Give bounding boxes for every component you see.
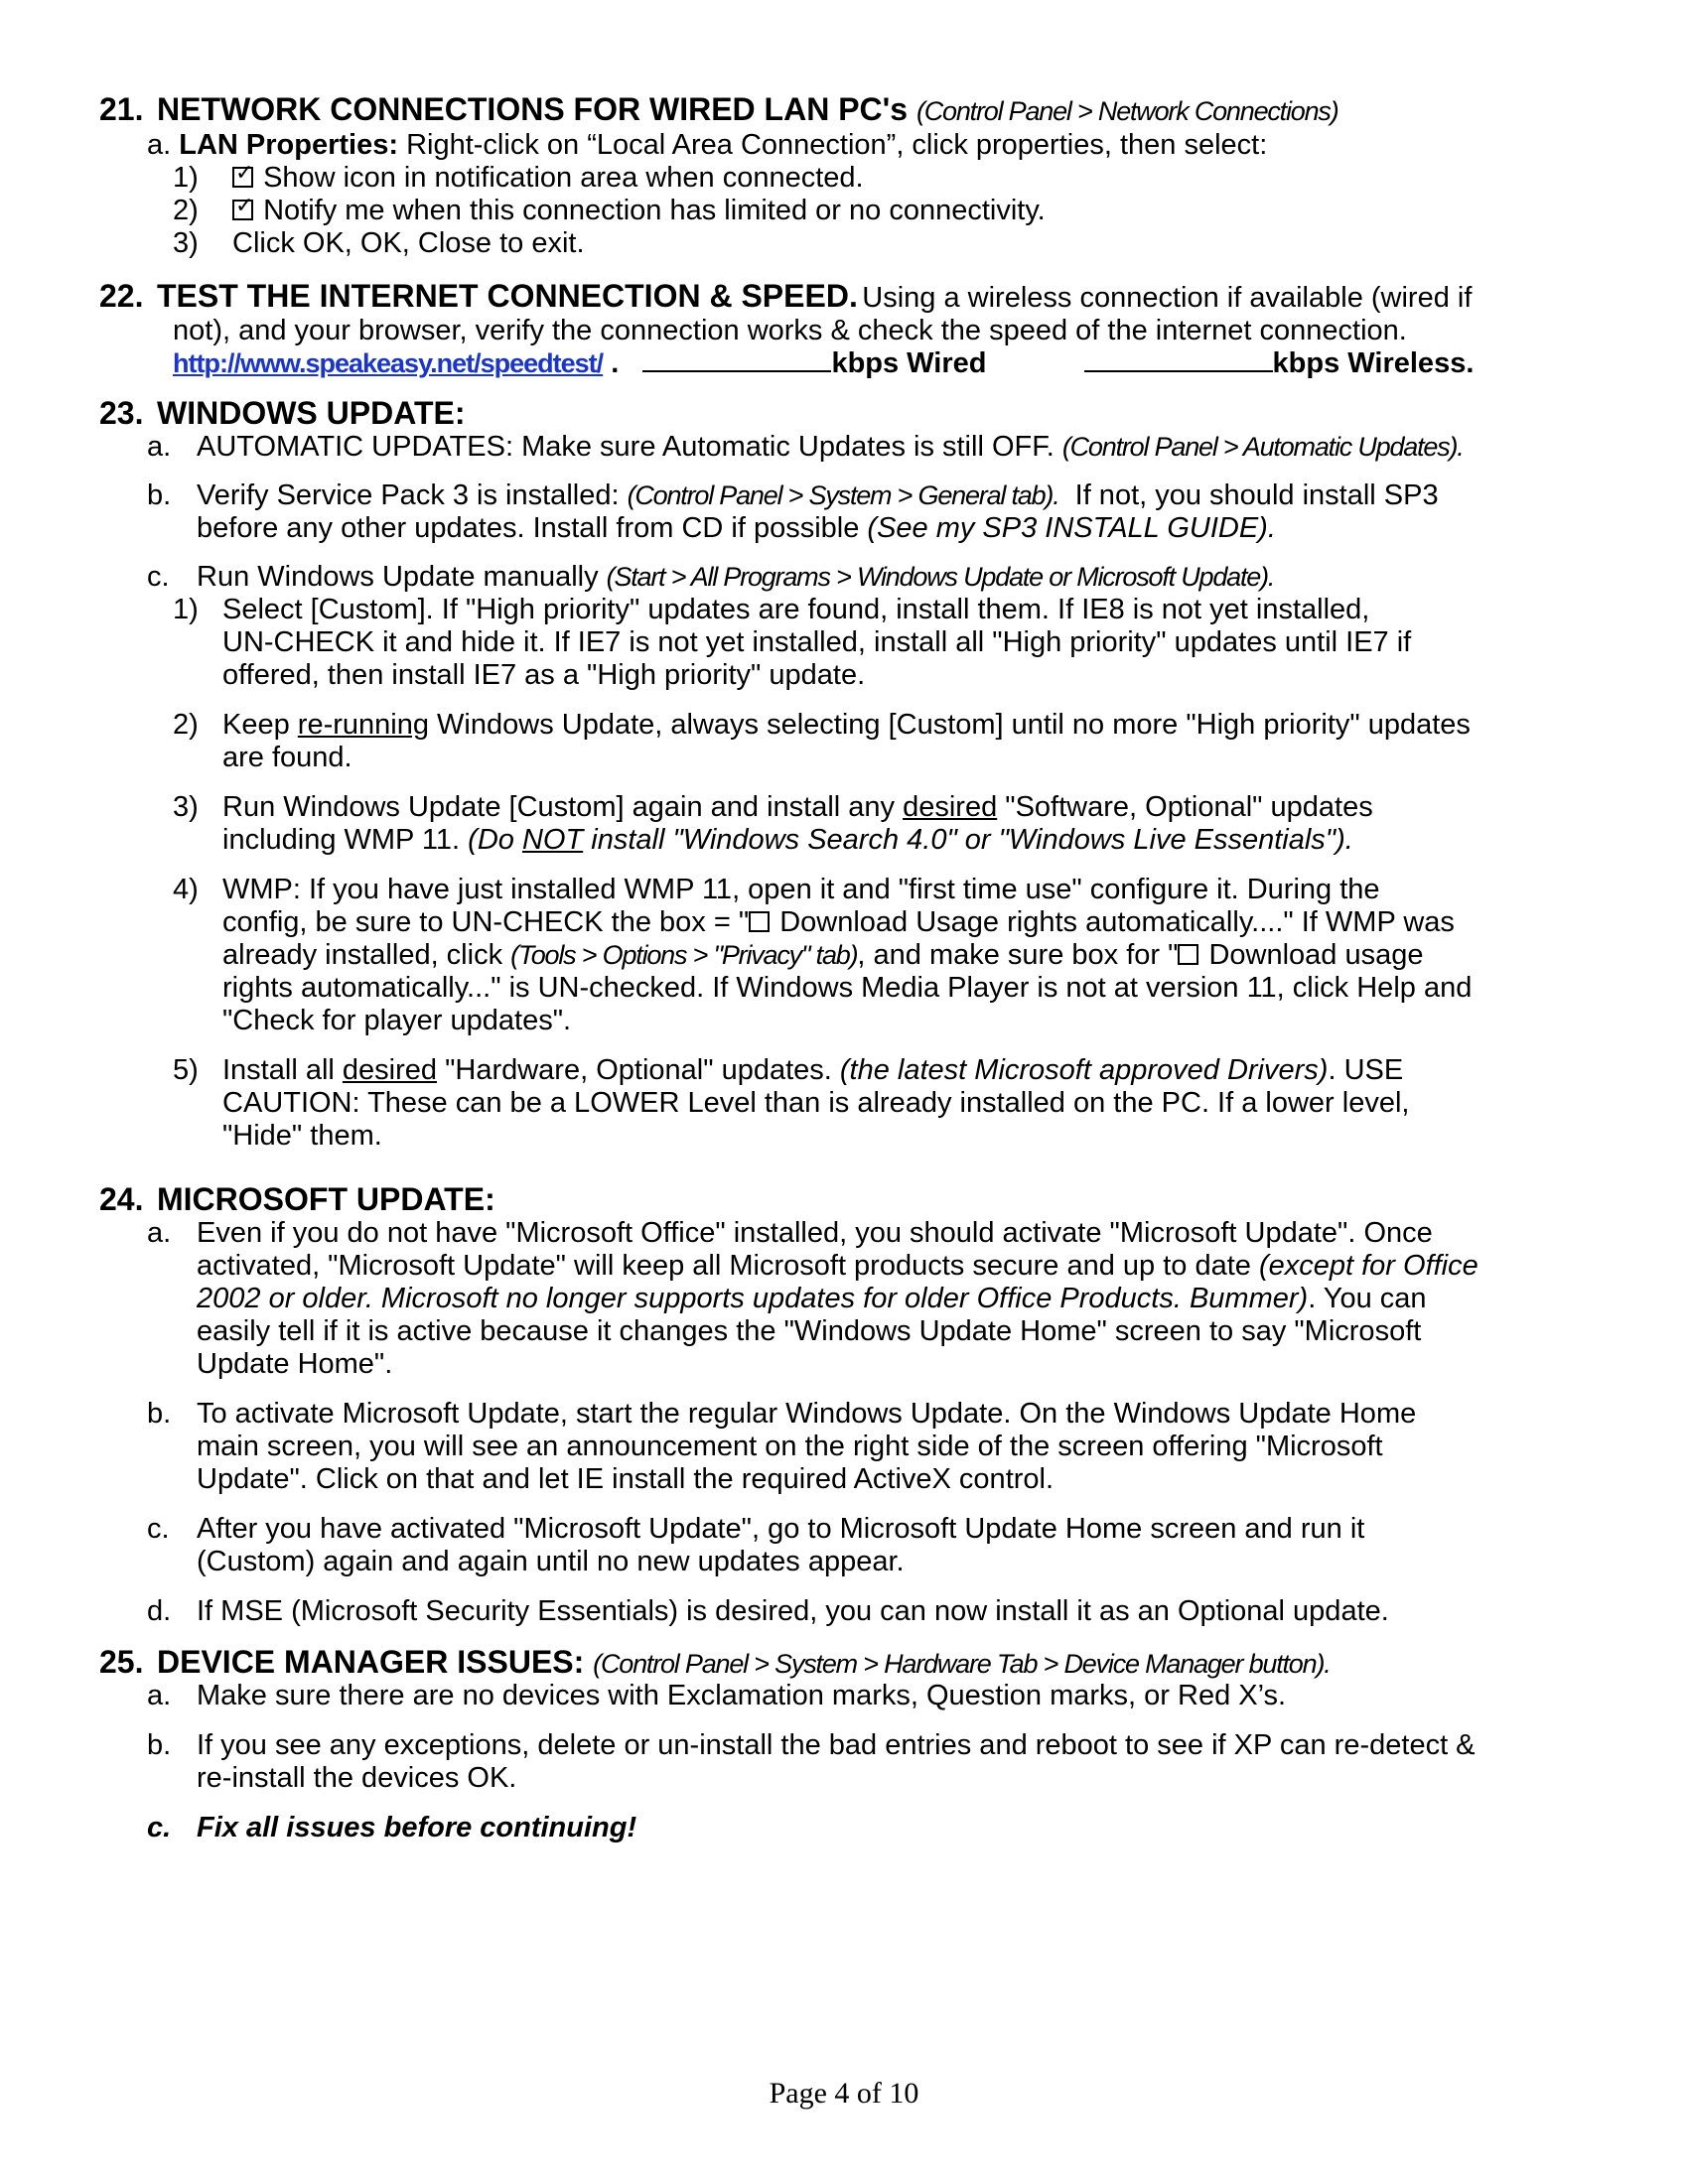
speedtest-link[interactable]: http://www.speakeasy.net/speedtest/	[173, 348, 604, 378]
section-21	[99, 91, 1609, 260]
menu-path: (Control Panel > Network Connections)	[915, 96, 1338, 126]
section-number: 21.	[99, 91, 144, 127]
section-title: TEST THE INTERNET CONNECTION & SPEED.	[157, 278, 858, 314]
section-title: NETWORK CONNECTIONS FOR WIRED LAN PC's	[157, 91, 909, 127]
sub-item-3: 3) Run Windows Update [Custom] again and install any desired "Software, Optional" updates	[173, 791, 1373, 823]
item-b: b. Verify Service Pack 3 is installed: (Control Panel > System > General tab). If not, you should install SP3	[147, 479, 1439, 511]
wired-speed-blank	[642, 348, 831, 372]
section-title: MICROSOFT UPDATE:	[157, 1181, 495, 1217]
section-22-heading: 22. TEST THE INTERNET CONNECTION & SPEED. Using a wireless connection if available (wired if	[99, 278, 1473, 314]
sub-item-4: 4) WMP: If you have just installed WMP 11, open it and "first time use" configure it. During the	[173, 874, 1380, 905]
unchecked-box-icon	[1178, 944, 1198, 965]
speedtest-row: http://www.speakeasy.net/speedtest/ . kbps Wired kbps Wireless.	[173, 347, 1475, 379]
section-24-heading: 24. MICROSOFT UPDATE:	[99, 1181, 495, 1217]
section-23: 23. WINDOWS UPDATE: a. AUTOMATIC UPDATES: Make sure Automatic Updates is still OFF. (Control Panel > Automatic Updates). b. Verify Service Pack 3 is installed: (Control Panel > System > General tab). If not, you should install SP3 before any other updates. Install from CD if possible (See my SP3 INSTALL GUIDE). c. Run Windows Update manually (Start > All Programs > Windows Update or Microsoft Update). 1) Select [Custom]. If "High priority" updates are found, install them. If IE8 is not yet installed, UN-CHECK it and hide it. If IE7 is not yet installed, install all "High priority" updates until IE7 if offered, then install IE7 as a "High priority" update. 2) Keep re-running Windows Update, always selecting [Custom] until no more "High priority" updates are found. 3) Run Windows Update [Custom] again and install any desired "Software, Optional" updates including WMP 11. (Do NOT install "Windows Search 4.0" or "Windows Live Essentials"). 4) WMP: If you have just installed WMP 11, open it and "first time use" configure it. During the config, be sure to UN-CHECK the box = " Download Usage rights automatically...." If WMP was already installed, click (Tools > Options > "Privacy" tab), and make sure box for " Download usage rights automatically..." is UN-checked. If Windows Media Player is not at version 11, click Help and "Check for player updates". 5) Install all desired "Hardware, Optional" updates. (the latest Microsoft approved Drivers). USE CAUTION: These can be a LOWER Level than is already installed on the PC. If a lower level, "Hide" them.	[99, 395, 1609, 1153]
section-24: 24. MICROSOFT UPDATE: a. Even if you do not have "Microsoft Office" installed, you should activate "Microsoft Update". Once activated, "Microsoft Update" will keep all Microsoft products secure and up to date (except for Office 2002 or older. Microsoft no longer supports updates for older Office Products. Bummer). You can easily tell if it is active because it changes the "Windows Update Home" screen to say "Microsoft Update Home". b. To activate Microsoft Update, start the regular Windows Update. On the Windows Update Home main screen, you will see an announcement on the right side of the screen offering "Microsoft Update". Click on that and let IE install the required ActiveX control. c. After you have activated "Microsoft Update", go to Microsoft Update Home screen and run it (Custom) again and again until no new updates appear. d. If MSE (Microsoft Security Essentials) is desired, you can now install it as an Optional update.	[99, 1181, 1609, 1628]
menu-path: (Control Panel > System > Hardware Tab > Device Manager button).	[593, 1649, 1331, 1679]
wireless-speed-blank	[1084, 348, 1273, 372]
sub-item-3: 3) Click OK, OK, Close to exit.	[173, 227, 585, 259]
sub-item-1: 1) Select [Custom]. If "High priority" updates are found, install them. If IE8 is not yet installed,	[173, 594, 1370, 625]
section-25: 25. DEVICE MANAGER ISSUES: (Control Panel > System > Hardware Tab > Device Manager button). a. Make sure there are no devices with Exclamation marks, Question marks, or Red X’s. b. If you see any exceptions, delete or un-install the bad entries and reboot to see if XP can re-detect & re-install the devices OK. c. Fix all issues before continuing!	[99, 1644, 1609, 1844]
item-c: c. After you have activated "Microsoft Update", go to Microsoft Update Home screen and run it	[147, 1513, 1365, 1545]
section-title: WINDOWS UPDATE:	[157, 395, 466, 431]
sub-item-2: 2)✓ Notify me when this connection has limited or no connectivity.	[99, 195, 1609, 227]
page-footer: Page 4 of 10	[769, 2077, 919, 2110]
item-c: c. Fix all issues before continuing!	[147, 1812, 637, 1843]
item-a: a. AUTOMATIC UPDATES: Make sure Automatic Updates is still OFF. (Control Panel > Automatic Updates).	[147, 431, 1464, 463]
item-a: a. Make sure there are no devices with Exclamation marks, Question marks, or Red X’s.	[147, 1680, 1287, 1711]
sub-item-2: 2) Keep re-running Windows Update, always selecting [Custom] until no more "High priority" updates	[173, 709, 1471, 741]
section-21-heading	[99, 91, 1609, 129]
checked-box-icon	[232, 167, 253, 188]
section-23-heading: 23. WINDOWS UPDATE:	[99, 395, 466, 431]
item-a: a. Even if you do not have "Microsoft Office" installed, you should activate "Microsoft Update". Once	[147, 1217, 1433, 1249]
sub-item-5: 5) Install all desired "Hardware, Optional" updates. (the latest Microsoft approved Drivers). USE	[173, 1054, 1404, 1086]
item-c: c. Run Windows Update manually (Start > All Programs > Windows Update or Microsoft Update).	[147, 561, 1275, 593]
unchecked-box-icon	[749, 911, 770, 932]
item-d: d. If MSE (Microsoft Security Essentials) is desired, you can now install it as an Optional update.	[147, 1595, 1389, 1627]
section-25-heading: 25. DEVICE MANAGER ISSUES: (Control Panel > System > Hardware Tab > Device Manager button).	[99, 1644, 1331, 1680]
sub-item-1: 1)✓ Show icon in notification area when connected.	[99, 162, 1609, 195]
checked-box-icon	[232, 200, 253, 220]
item-b: b. To activate Microsoft Update, start the regular Windows Update. On the Windows Update Home	[147, 1398, 1417, 1430]
section-22: 22. TEST THE INTERNET CONNECTION & SPEED. Using a wireless connection if available (wired if not), and your browser, verify the connection works & check the speed of the internet connection. http://www.speakeasy.net/speedtest/ . kbps Wired kbps Wireless.	[99, 278, 1609, 380]
section-title: DEVICE MANAGER ISSUES:	[157, 1644, 585, 1680]
item-b: b. If you see any exceptions, delete or un-install the bad entries and reboot to see if XP can re-detect &	[147, 1729, 1476, 1761]
item-a: a. LAN Properties: Right-click on “Local Area Connection”, click properties, then select:	[147, 129, 1268, 161]
